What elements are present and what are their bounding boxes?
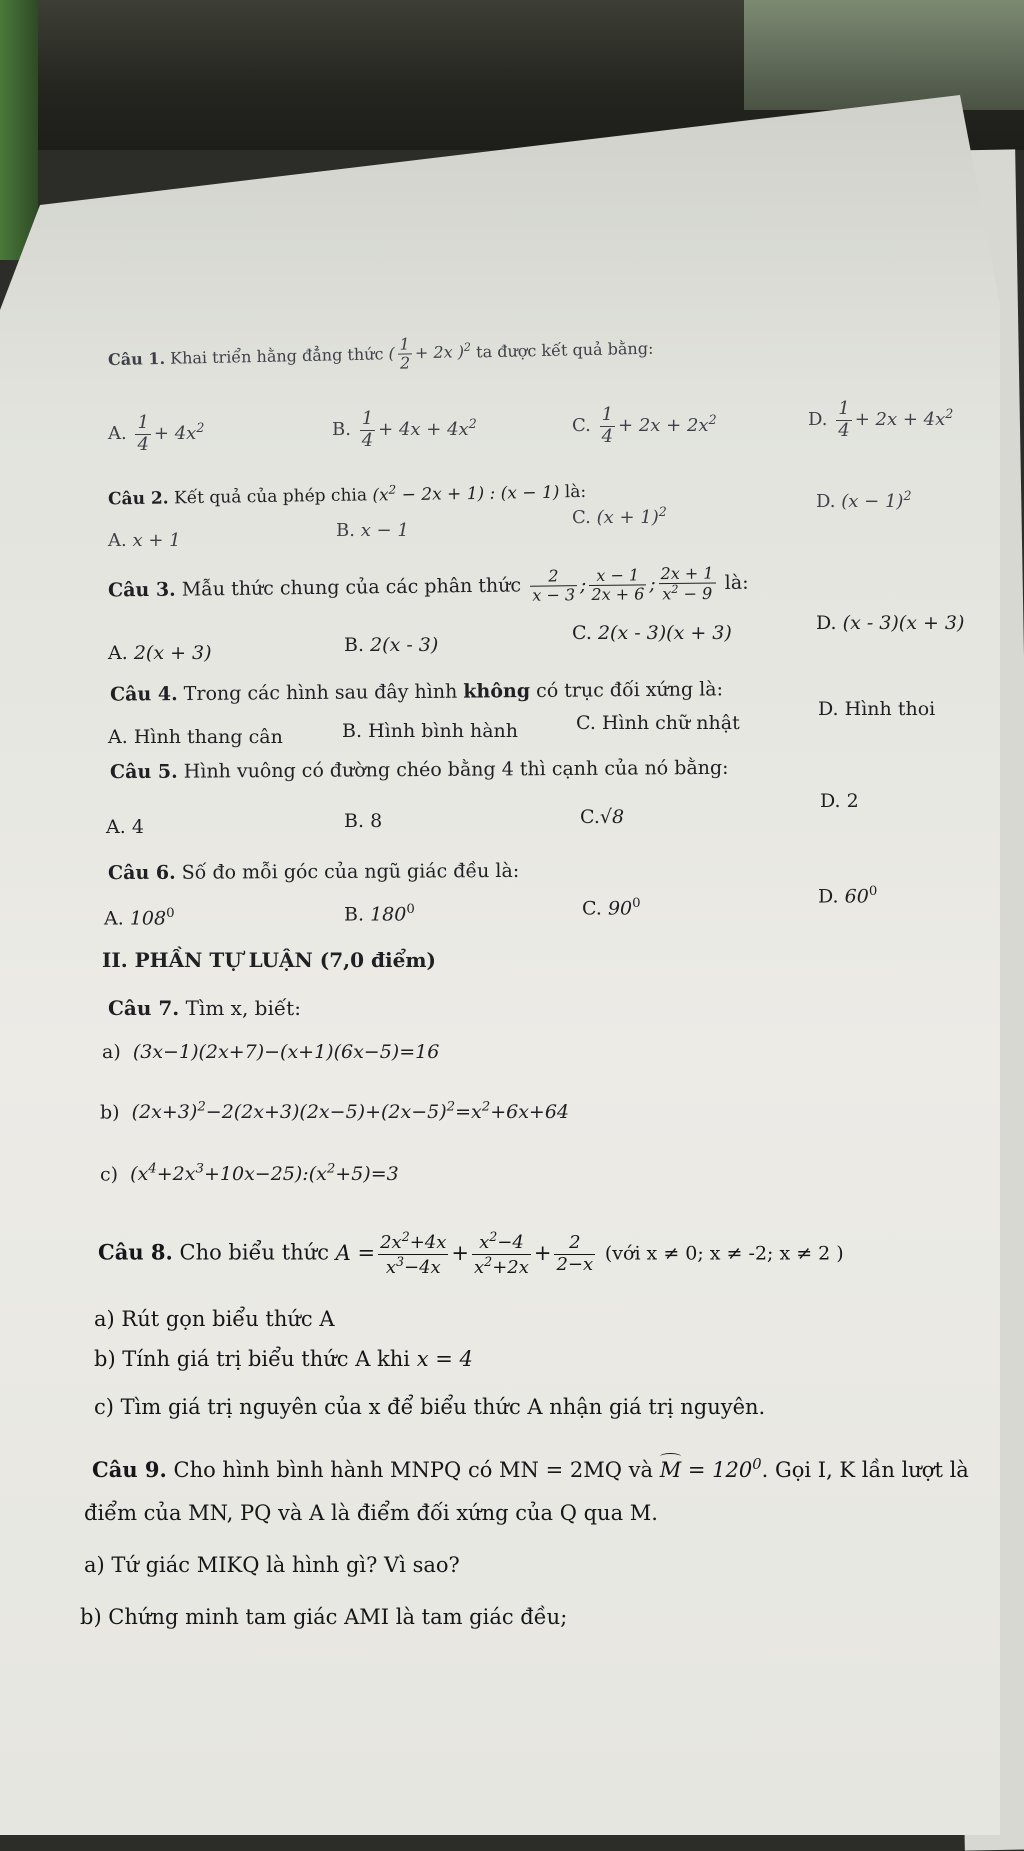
equation-b: b) $(2x+3)^2-2(2x+3)(2x-5)+(2x-5)^2=x^2+6x+64$ — [100, 1100, 570, 1124]
question-tail: là: — [724, 571, 749, 594]
part-a: a) Tứ giác MIKQ là hình gì? Vì sao? — [84, 1553, 460, 1577]
question-9 — [92, 1452, 969, 1483]
option-b: B. x − 1 — [336, 520, 409, 541]
option-b: B. $180^0$ — [344, 902, 415, 926]
question-tail: là: — [564, 481, 587, 503]
option-c: C. $90^0$ — [582, 896, 641, 920]
question-1 — [108, 330, 654, 379]
question-tail: ta được kết quả bằng: — [475, 338, 654, 362]
condition: (với x ≠ 0; x ≠ -2; x ≠ 2 ) — [604, 1242, 844, 1265]
option-b: B. $\frac{1}{4}$ + $4x + 4x^2$ — [332, 408, 477, 451]
option-d: D. (x - 3)(x + 3) — [816, 612, 965, 634]
question-text: Mẫu thức chung của các phân thức — [181, 574, 522, 601]
question-label: Câu 2. — [107, 488, 169, 510]
part-b: b) Tính giá trị biểu thức A khi x = 4 — [94, 1347, 473, 1371]
question-8 — [98, 1230, 844, 1278]
question-fractions: $\frac{2}{x - 3}$ ; $\frac{x - 1}{2x + 6}$ ; $\frac{2x + 1}{x^2 - 9}$ — [527, 572, 719, 596]
question-text: Cho hình bình hành MNPQ có MN = 2MQ và — [173, 1458, 653, 1482]
option-d: D. 2 — [820, 790, 859, 812]
question-expression: $(x^2 - 2x + 1)$ : (x − 1) — [372, 482, 560, 506]
option-b: B. Hình bình hành — [342, 720, 519, 742]
question-text: Kết quả của phép chia — [173, 485, 368, 509]
equation-c: c) $(x^4+2x^3+10x-25):(x^2+5)=3$ — [100, 1162, 399, 1186]
option-d: D. Hình thoi — [818, 698, 936, 720]
question-3 — [108, 564, 749, 611]
question-9-line-2: điểm của MN, PQ và A là điểm đối xứng của Q qua M. — [84, 1501, 658, 1525]
option-c: C. 2(x - 3)(x + 3) — [572, 622, 732, 644]
option-b: B. 2(x - 3) — [344, 634, 439, 656]
question-text: Số đo mỗi góc của ngũ giác đều là: — [181, 859, 520, 884]
question-text: Hình vuông có đường chéo bằng 4 thì cạnh của nó bằng: — [183, 756, 729, 783]
option-d: D. $(x - 1)^2$ — [816, 488, 912, 512]
option-d: D. $\frac{1}{4}$ + $2x + 4x^2$ — [808, 398, 954, 441]
option-a: A. Hình thang cân — [108, 726, 283, 748]
option-b: B. 8 — [344, 810, 383, 832]
question-label: Câu 9. — [92, 1457, 167, 1482]
question-2 — [108, 474, 587, 511]
option-c: C.√8 — [580, 806, 625, 828]
expression-a: A = $\frac{2x^2+4x}{x^3-4x}$ + $\frac{x^2-4}{x^2+2x}$ + $\frac{2}{2-x}$ — [335, 1229, 594, 1278]
question-label: Câu 7. — [108, 996, 180, 1020]
question-label: Câu 8. — [98, 1239, 173, 1265]
question-text-end: . Gọi I, K lần lượt là — [761, 1458, 969, 1482]
section-heading: II. PHẦN TỰ LUẬN (7,0 điểm) — [102, 948, 436, 972]
option-a: A. 4 — [106, 816, 144, 838]
angle-expression: $M = 120^0$ — [659, 1456, 762, 1482]
question-text: Cho biểu thức — [179, 1240, 329, 1265]
option-d: D. $60^0$ — [818, 884, 878, 908]
option-a: A. $\frac{1}{4}$ + $4x^2$ — [108, 412, 205, 455]
question-6 — [108, 859, 519, 885]
question-label: Câu 5. — [109, 760, 178, 784]
part-c: c) Tìm giá trị nguyên của x để biểu thức A nhận giá trị nguyên. — [94, 1395, 766, 1419]
question-4 — [110, 677, 723, 706]
question-text: Trong các hình sau đây hình — [183, 680, 458, 706]
question-emphasis: không — [463, 680, 531, 703]
option-c: C. $(x + 1)^2$ — [572, 504, 667, 528]
question-7 — [108, 996, 301, 1020]
part-a: a) Rút gọn biểu thức A — [94, 1307, 335, 1331]
option-c: C. $\frac{1}{4}$ + $2x + 2x^2$ — [572, 404, 717, 447]
option-a: A. $108^0$ — [104, 906, 175, 930]
question-text: Tìm x, biết: — [185, 996, 301, 1020]
question-text-end: có trục đối xứng là: — [536, 678, 724, 702]
option-a: A. x + 1 — [108, 530, 181, 551]
question-5 — [110, 756, 729, 784]
question-label: Câu 6. — [107, 861, 176, 885]
question-label: Câu 4. — [109, 683, 178, 706]
equation-a: a) (3x−1)(2x+7)−(x+1)(6x−5)=16 — [102, 1041, 440, 1063]
question-expression: ( $\frac{1}{2}$ + 2x )$^2$ — [388, 334, 472, 373]
option-a: A. 2(x + 3) — [108, 642, 212, 664]
question-text: Khai triển hằng đẳng thức — [169, 344, 384, 368]
question-label: Câu 1. — [107, 348, 166, 370]
option-c: C. Hình chữ nhật — [576, 712, 740, 734]
question-label: Câu 3. — [107, 578, 176, 602]
part-b: b) Chứng minh tam giác AMI là tam giác đều; — [80, 1605, 568, 1629]
